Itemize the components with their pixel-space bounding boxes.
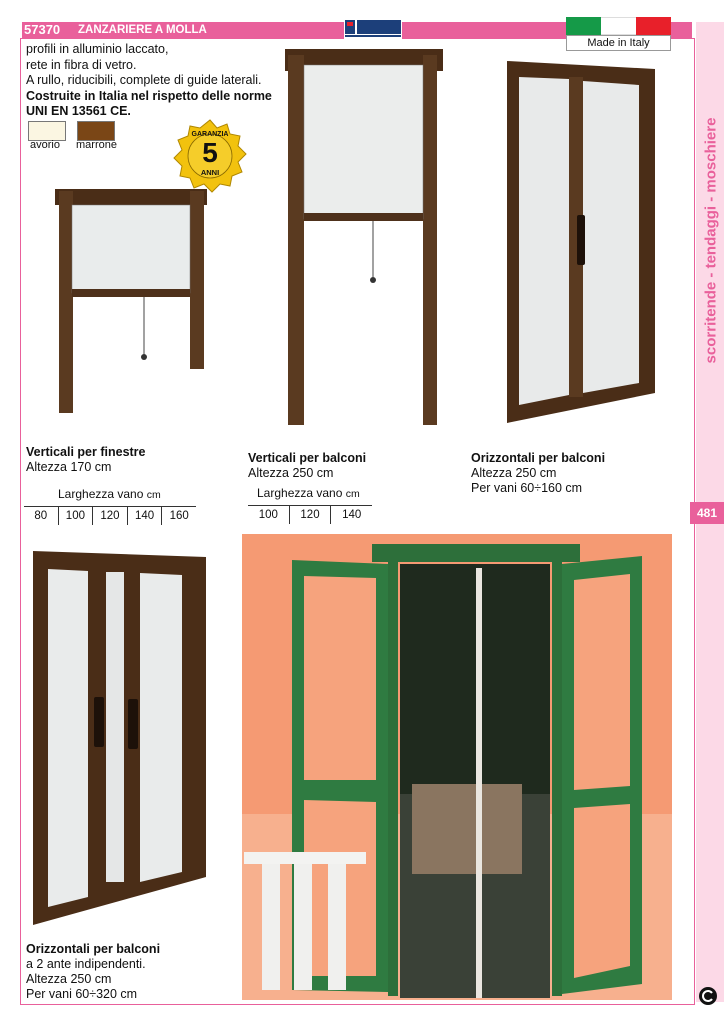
caption-title: Verticali per balconi bbox=[248, 451, 367, 465]
caption-line: Per vani 60÷320 cm bbox=[26, 987, 138, 1001]
caption-title: Orizzontali per balconi bbox=[471, 451, 606, 465]
page-number: 481 bbox=[690, 502, 724, 524]
width-cell: 100 bbox=[258, 509, 278, 521]
product-code: 57370 bbox=[22, 22, 70, 38]
width-cell: 140 bbox=[330, 506, 372, 524]
width-label bbox=[58, 487, 161, 501]
width-label-text: Larghezza vano bbox=[257, 486, 343, 500]
page-title: ZANZARIERE A MOLLA bbox=[70, 22, 692, 38]
swatch-label: marrone bbox=[76, 139, 117, 151]
desc-line: Costruite in Italia nel rispetto delle norme bbox=[26, 88, 272, 103]
corner-circle-icon bbox=[698, 986, 718, 1006]
caption-line: Altezza 170 cm bbox=[26, 460, 112, 474]
desc-line: profili in alluminio laccato, bbox=[26, 42, 169, 56]
flag-red bbox=[636, 17, 671, 35]
caption-title: Orizzontali per balconi bbox=[26, 942, 161, 956]
caption-line: Altezza 250 cm bbox=[248, 466, 334, 480]
seal-top-text: GARANZIA bbox=[191, 131, 229, 138]
width-cell: 120 bbox=[289, 506, 331, 524]
width-unit: cm bbox=[345, 488, 360, 500]
width-cell: 80 bbox=[34, 510, 48, 522]
brand-logo bbox=[344, 17, 402, 39]
swatch-label: avorio bbox=[30, 139, 60, 151]
italy-flag-icon bbox=[566, 17, 671, 35]
horizontal-screen-image bbox=[505, 55, 660, 425]
color-swatch-marrone bbox=[77, 121, 115, 141]
color-swatch-avorio bbox=[28, 121, 66, 141]
seal-bottom-text: ANNI bbox=[200, 168, 220, 177]
width-table-balconies bbox=[248, 505, 372, 524]
product-caption bbox=[26, 445, 226, 475]
width-label bbox=[257, 486, 360, 500]
product-description bbox=[26, 42, 276, 120]
double-screen-image bbox=[30, 547, 208, 927]
caption-line: Altezza 250 cm bbox=[471, 466, 557, 480]
width-unit: cm bbox=[146, 489, 161, 501]
product-caption bbox=[26, 942, 236, 1002]
width-cell: 160 bbox=[161, 507, 196, 525]
flag-white bbox=[601, 17, 636, 35]
width-cell: 120 bbox=[92, 507, 127, 525]
desc-line: A rullo, riducibili, complete di guide laterali. bbox=[26, 73, 262, 87]
caption-line: a 2 ante indipendenti. bbox=[26, 957, 146, 971]
sidebar-category: scorritende - tendaggi - moschiere bbox=[702, 117, 720, 364]
product-caption bbox=[248, 451, 448, 481]
width-cell: 100 bbox=[58, 507, 93, 525]
width-label-text: Larghezza vano bbox=[58, 487, 144, 501]
caption-title: Verticali per finestre bbox=[26, 445, 146, 459]
seal-number: 5 bbox=[202, 137, 218, 168]
width-cell: 140 bbox=[127, 507, 162, 525]
caption-line: Altezza 250 cm bbox=[26, 972, 112, 986]
flag-green bbox=[566, 17, 601, 35]
door-photo bbox=[242, 534, 672, 1000]
product-caption bbox=[471, 451, 681, 496]
guarantee-seal bbox=[172, 118, 248, 194]
window-screen-image bbox=[52, 185, 212, 417]
brand-logo-graphic bbox=[344, 17, 402, 39]
desc-line: rete in fibra di vetro. bbox=[26, 57, 137, 72]
caption-line: Per vani 60÷160 cm bbox=[471, 481, 583, 495]
desc-line: UNI EN 13561 CE. bbox=[26, 104, 131, 118]
made-in-italy-label: Made in Italy bbox=[566, 35, 671, 51]
balcony-screen-image bbox=[283, 47, 446, 427]
width-table-windows bbox=[24, 506, 196, 525]
